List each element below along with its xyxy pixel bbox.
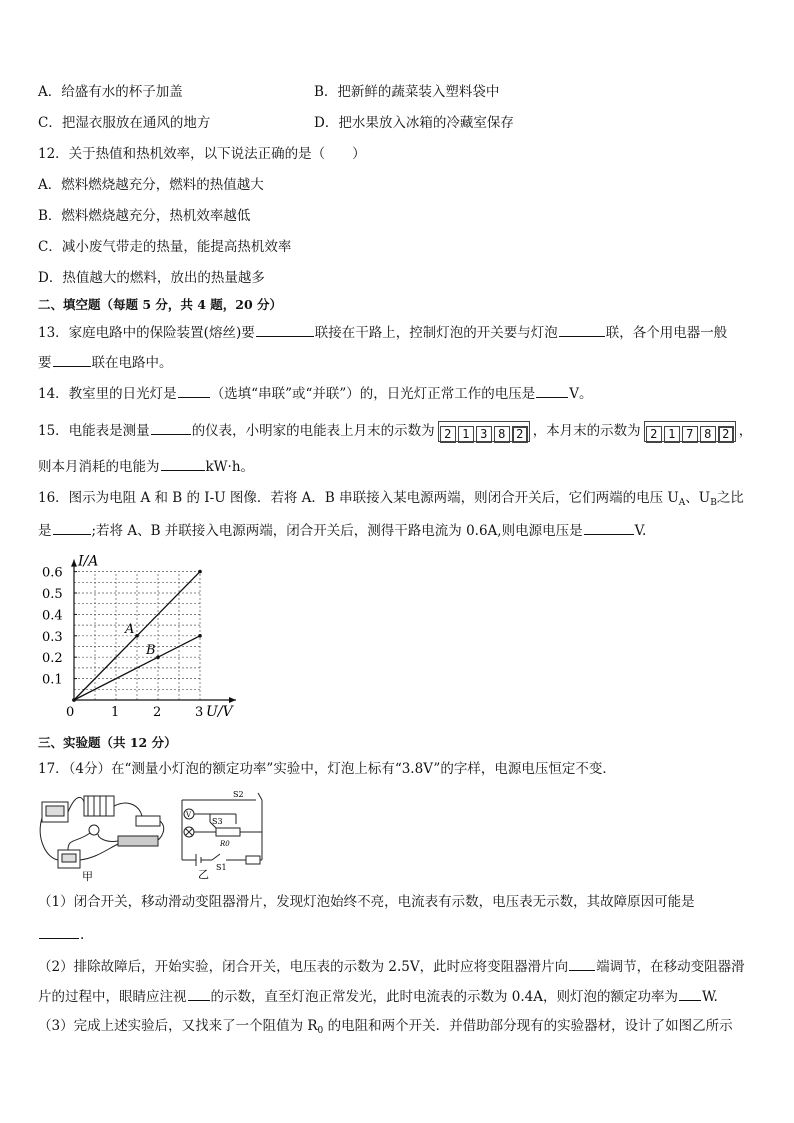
q14-text-3: V。: [569, 386, 593, 402]
ammeter-dial: [46, 806, 64, 816]
x-tick-label: 1: [111, 705, 120, 720]
series-label-B: B: [146, 643, 156, 659]
q17-sub1-line2: [38, 924, 84, 944]
y-tick-label: 0.6: [42, 565, 63, 581]
q16-text-3: 是: [38, 523, 52, 539]
q13-line2: [38, 352, 173, 372]
section-3-heading: 三、实验题（共 12 分）: [38, 735, 177, 750]
iu-graph: [32, 550, 272, 730]
q11-option-b: B．把新鲜的蔬菜装入塑料袋中: [314, 84, 500, 100]
lamp-bulb: [89, 825, 99, 835]
figure-jia-apparatus: [40, 796, 163, 868]
q17-sub2-text-4: 的示数，直至灯泡正常发光，此时电流表的示数为 0.4A，则灯泡的额定功率为: [210, 989, 679, 1005]
q15-text-3: ，本月末的示数为: [532, 423, 641, 439]
q17-sub2-text-2: 端调节，在移动变阻器滑: [596, 959, 745, 975]
q16-blank-2: [584, 520, 634, 535]
q11-option-a: A．给盛有水的杯子加盖: [38, 84, 183, 100]
switch-s2-label: S2: [233, 790, 244, 799]
meter1-digit: 3: [476, 426, 492, 443]
q16-sub-b: B: [710, 498, 717, 508]
q17-sub3-line1: [38, 1017, 733, 1040]
experiment-figures: [36, 788, 286, 883]
meter1-digit: 1: [458, 426, 474, 443]
figure-yi-circuit: [182, 793, 262, 866]
q15-line2: [38, 456, 254, 476]
q16-text-5: V.: [634, 523, 647, 539]
q13-text-2: 联接在干路上，控制灯泡的开关要与灯泡: [314, 325, 558, 341]
q16-text-2: 之比: [716, 490, 744, 506]
meter-reading-this-month: [644, 421, 736, 442]
q14-blank-1: [178, 383, 210, 398]
series-label-A: A: [125, 621, 135, 637]
q12-option-d: D．热值越大的燃料，放出的热量越多: [38, 270, 265, 286]
q17-sub2-text-3: 片的过程中，眼睛应注视: [38, 989, 187, 1005]
q17-sub3-text-1: （3）完成上述实验后，又找来了一个阻值为 R: [38, 1018, 318, 1034]
q15-blank-1: [151, 420, 191, 435]
x-axis-arrow: [229, 697, 236, 703]
q17-blank-1: [39, 924, 79, 939]
figure-jia-label: 甲: [82, 870, 93, 883]
switch-s1-label: S1: [216, 863, 227, 872]
q15-blank-2: [161, 456, 205, 471]
q17-sub2-line1: [38, 956, 745, 976]
chart-axes: [71, 554, 236, 720]
q17-sub2-text-5: W.: [702, 989, 718, 1005]
meter2-decimal-digit: 2: [718, 426, 734, 443]
meter2-digit: 8: [700, 426, 716, 443]
q12-option-a: A．燃料燃烧越充分，燃料的热值越大: [38, 177, 264, 193]
voltmeter-dial: [62, 854, 76, 862]
meter2-digit: 7: [682, 426, 698, 443]
resistor-r0-label: R0: [220, 840, 230, 848]
meter1-digit: 2: [440, 426, 456, 443]
q12-option-c: C．减小废气带走的热量，能提高热机效率: [38, 239, 292, 255]
q13-text-5: 联在电路中。: [91, 355, 173, 371]
q17-stem: 17．（4分）在“测量小灯泡的额定功率”实验中，灯泡上标有“3.8V”的字样，电源电压恒定不变．: [38, 761, 616, 777]
q13-text-3: 联，各个用电器一般: [605, 325, 728, 341]
q16-blank-1: [53, 520, 91, 535]
q17-sub1-end: .: [80, 927, 85, 943]
meter2-digit: 2: [646, 426, 662, 443]
q15-text-5: 则本月消耗的电能为: [38, 459, 160, 475]
q14-blank-2: [536, 383, 568, 398]
data-point-B: [198, 634, 202, 638]
q17-sub2-text-1: （2）排除故障后，开始实验，闭合开关，电压表的示数为 2.5V，此时应将变阻器滑片向: [38, 959, 569, 975]
q13-blank-2: [559, 322, 605, 337]
meter1-digit: 8: [494, 426, 510, 443]
q15-text-1: 15．电能表是测量: [38, 423, 150, 439]
q13-text-4: 要: [38, 355, 52, 371]
q17-blank-4: [679, 986, 701, 1001]
y-axis-label: I/A: [78, 553, 99, 570]
q15-text-2: 的仪表，小明家的电能表上月末的示数为: [191, 423, 435, 439]
x-tick-label: 0: [66, 705, 75, 720]
y-tick-label: 0.3: [42, 629, 63, 645]
switch-s3-label: S3: [212, 817, 223, 826]
data-point-B: [72, 698, 76, 702]
x-tick-label: 2: [153, 705, 162, 720]
voltmeter-symbol-label: V: [186, 811, 192, 819]
q17-sub2-line2: [38, 986, 718, 1006]
q16-line2: [38, 520, 646, 540]
q13-line1: [38, 322, 727, 342]
q17-sub1-line1: （1）闭合开关，移动滑动变阻器滑片，发现灯泡始终不亮，电流表有示数，电压表无示数，其故障原因可能是: [38, 894, 695, 910]
q16-line1: [38, 489, 744, 512]
y-axis-arrow: [71, 560, 77, 567]
meter-reading-last-month: [438, 421, 530, 442]
y-tick-label: 0.5: [42, 587, 63, 602]
meter1-decimal-digit: 2: [512, 426, 528, 443]
y-tick-label: 0.2: [42, 651, 63, 667]
q16-sep: 、U: [685, 490, 711, 506]
q16-text-4: ;若将 A、B 并联接入电源两端，闭合开关后，测得干路电流为 0.6A,则电源电压是: [91, 523, 583, 539]
q12-stem: 12．关于热值和热机效率，以下说法正确的是（ ）: [38, 146, 366, 162]
q14-text-1: 14．教室里的日光灯是: [38, 386, 177, 402]
q12-option-b: B．燃料燃烧越充分，热机效率越低: [38, 208, 251, 224]
rheostat-device: [118, 836, 158, 846]
y-tick-label: 0.1: [42, 672, 63, 688]
q15-text-4: ，: [738, 423, 753, 439]
y-tick-label: 0.4: [42, 608, 63, 624]
q17-blank-3: [188, 986, 210, 1001]
x-axis-label: U/V: [206, 704, 233, 720]
q15-text-6: kW·h。: [205, 459, 255, 475]
q17-sub3-subscript: 0: [317, 1026, 324, 1036]
q15-line1: [38, 420, 752, 442]
q11-option-c: C．把湿衣服放在通风的地方: [38, 115, 211, 131]
data-point-B: [156, 655, 160, 659]
meter2-digit: 1: [664, 426, 680, 443]
section-2-heading: 二、填空题（每题 5 分，共 4 题，20 分）: [38, 297, 283, 312]
q16-sub-a: A: [678, 498, 686, 508]
q11-option-d: D．把水果放入冰箱的冷藏室保存: [314, 115, 514, 131]
q13-text-1: 13．家庭电路中的保险装置(熔丝)要: [38, 325, 255, 341]
q13-blank-1: [256, 322, 314, 337]
switch-device: [136, 816, 160, 826]
q14-line: [38, 383, 593, 403]
circuit-resistor-r0: [216, 828, 240, 836]
data-point-A: [198, 570, 202, 574]
q13-blank-3: [53, 352, 91, 367]
data-point-A: [135, 634, 139, 638]
q17-sub3-text-2: 的电阻和两个开关．并借助部分现有的实验器材，设计了如图乙所示: [323, 1018, 733, 1034]
figure-yi-label: 乙: [198, 868, 209, 881]
q17-blank-2: [569, 956, 595, 971]
q16-text-1: 16．图示为电阻 A 和 B 的 I-U 图像．若将 A．B 串联接入某电源两端，则闭合开关后，它们两端的电压 U: [38, 490, 679, 506]
q14-text-2: （选填“串联”或“并联”）的，日光灯正常工作的电压是: [210, 386, 536, 402]
x-tick-label: 3: [195, 705, 204, 720]
